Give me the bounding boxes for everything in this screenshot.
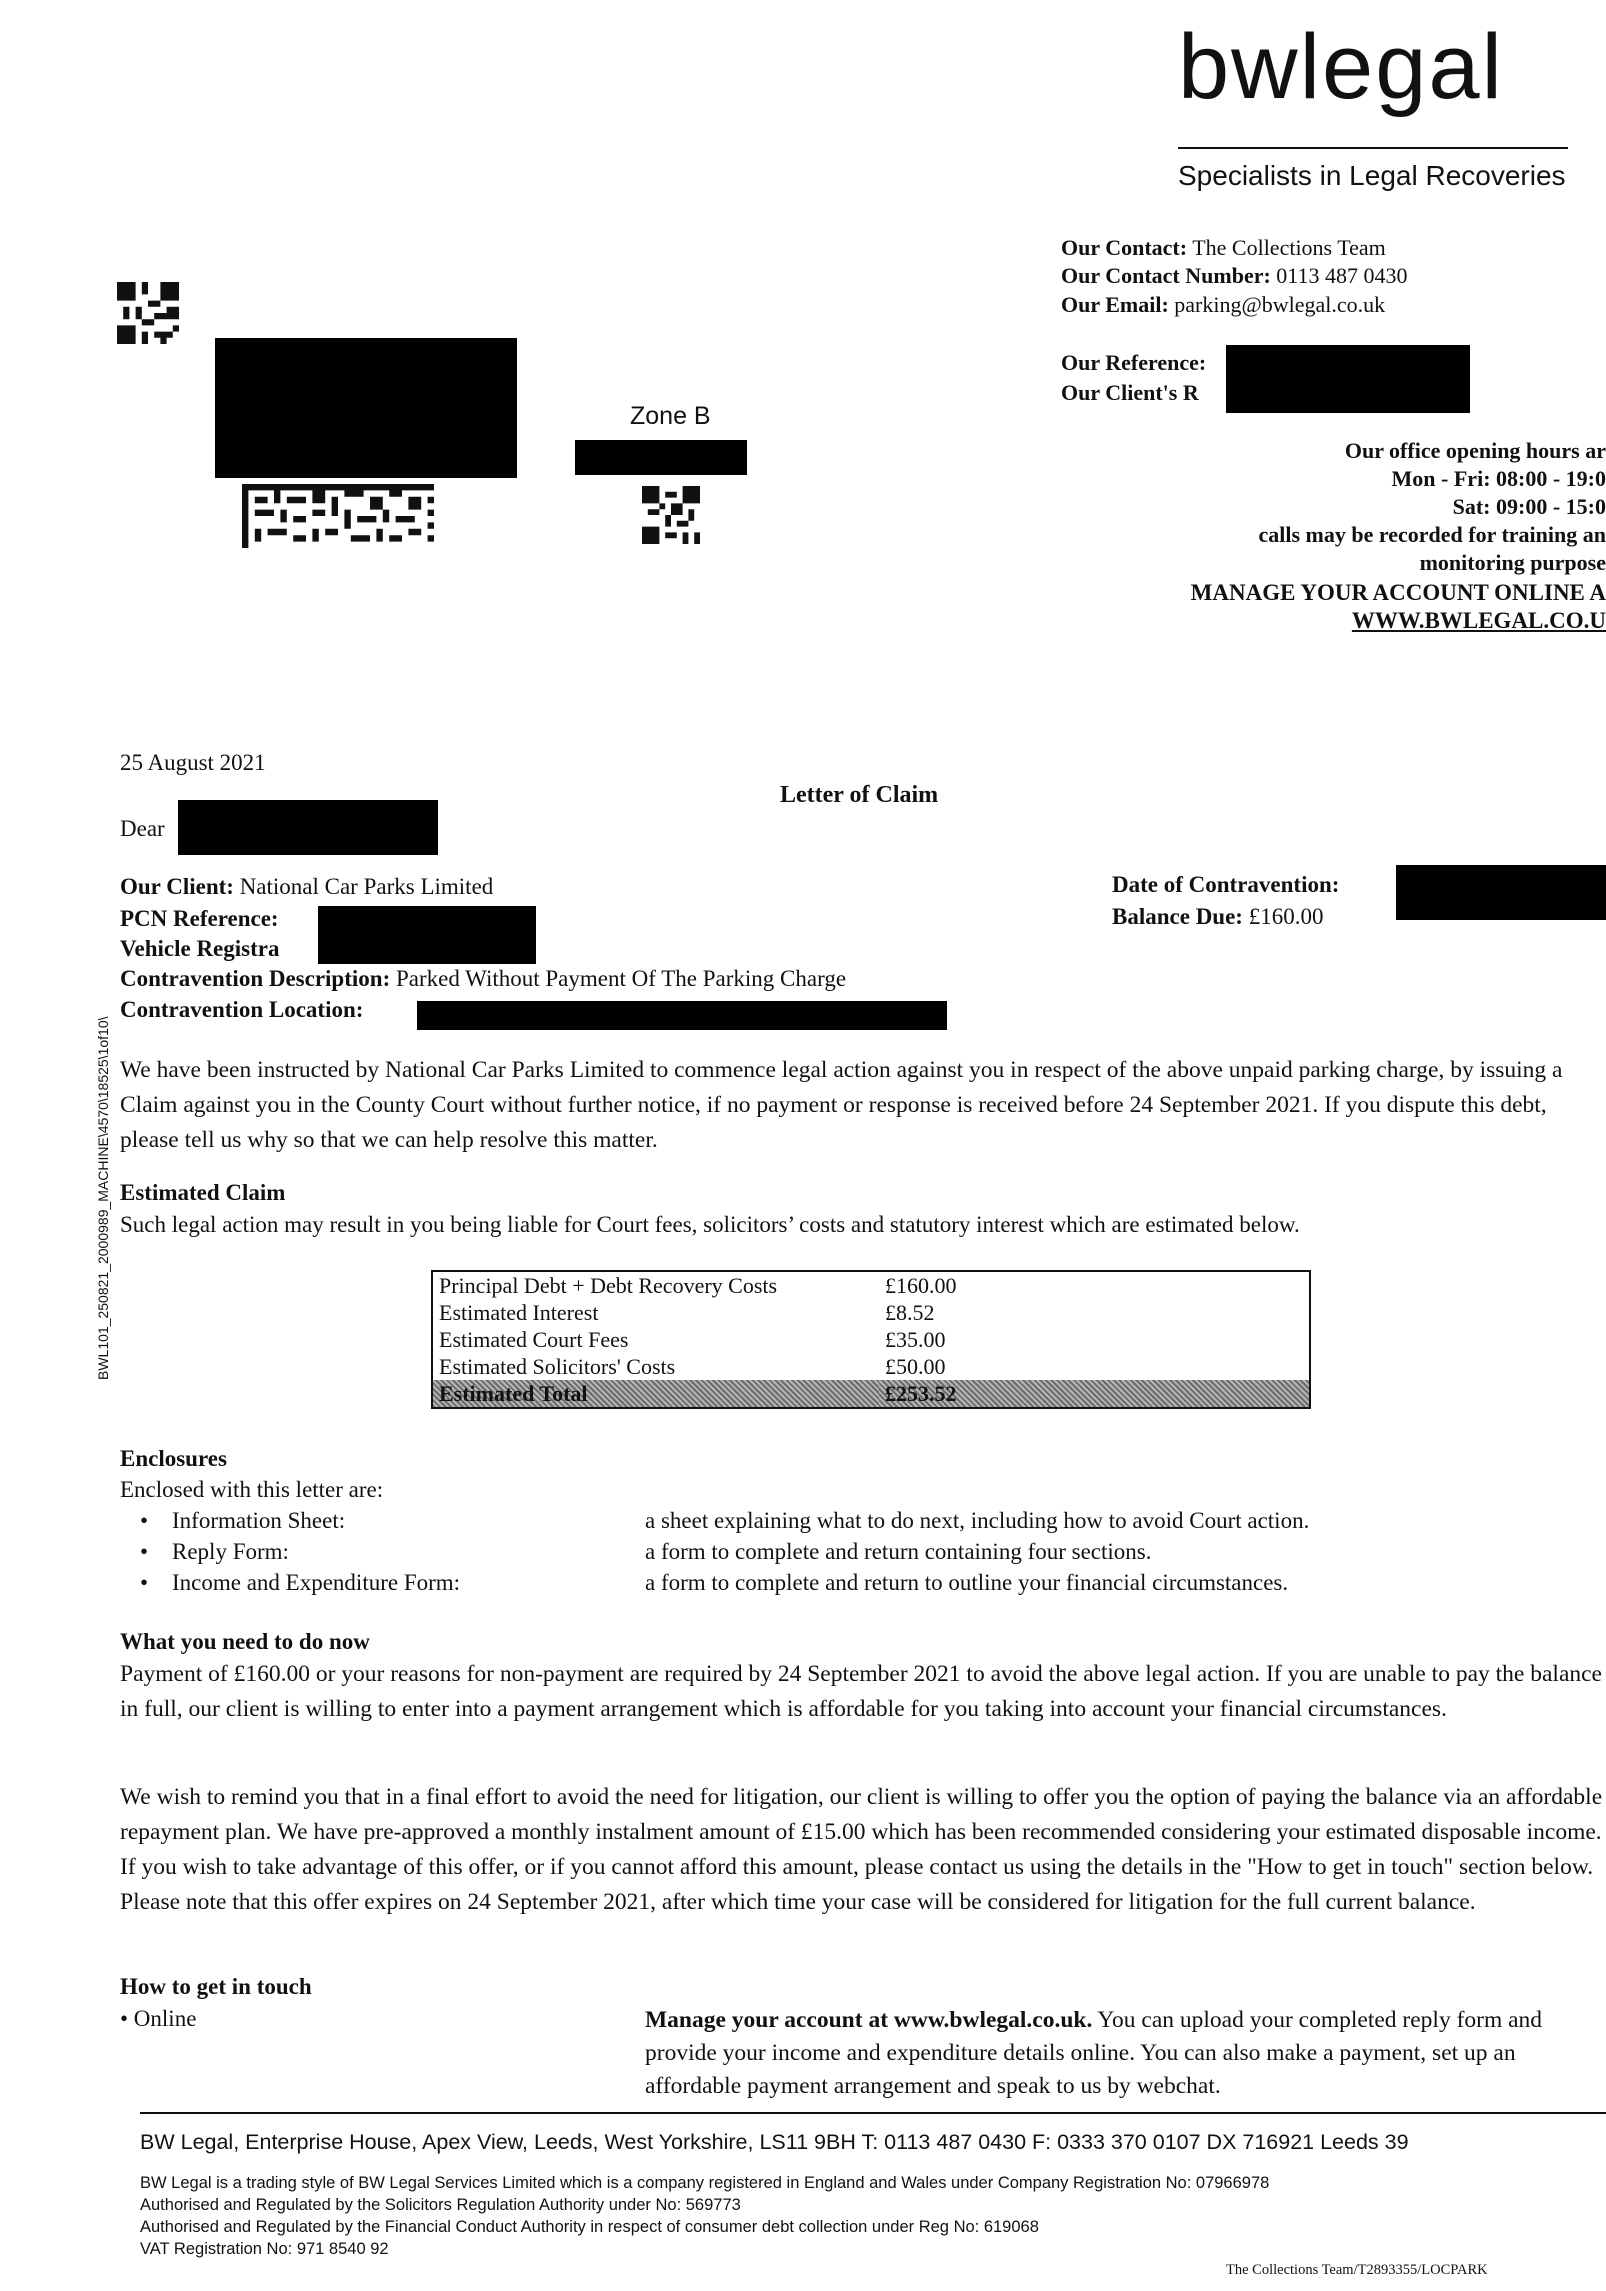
footer-legal-3: Authorised and Regulated by the Financial Conduct Authority in respect of consumer debt collection under Reg No: 619068 [140, 2218, 1039, 2236]
footer-address: BW Legal, Enterprise House, Apex View, Leeds, West Yorkshire, LS11 9BH T: 0113 487 0430 F: 0333 370 0107 DX 716921 Leeds 39 [140, 2130, 1409, 2154]
email-value[interactable]: parking@bwlegal.co.uk [1174, 292, 1386, 317]
enclosure-bullet: • [140, 1508, 149, 1533]
vehicle-registration-label: Vehicle Registra [120, 936, 280, 961]
description-label: Contravention Description: [120, 966, 391, 991]
balance-label: Balance Due: [1112, 904, 1243, 929]
contact-number-line [1061, 263, 1407, 289]
enclosures-heading: Enclosures [120, 1446, 227, 1471]
salutation: Dear [120, 816, 165, 841]
claim-row-label: Estimated Court Fees [439, 1327, 629, 1352]
online-description-bold[interactable]: Manage your account at www.bwlegal.co.uk. [645, 2007, 1093, 2033]
logo-divider [1178, 147, 1568, 149]
contact-number-value: 0113 487 0430 [1276, 263, 1408, 288]
opening-hours-saturday: Sat: 09:00 - 15:0 [1452, 494, 1606, 519]
redacted-pcn-and-vehicle [318, 906, 536, 964]
zone-label: Zone B [630, 402, 711, 430]
what-to-do-heading: What you need to do now [120, 1629, 370, 1654]
company-logo: bwlegal [1178, 16, 1504, 118]
online-description [645, 2004, 1606, 2103]
email-line [1061, 292, 1385, 318]
contact-value: The Collections Team [1192, 235, 1386, 260]
description-value: Parked Without Payment Of The Parking Charge [395, 966, 847, 991]
what-to-do-paragraph-2: We wish to remind you that in a final effort to avoid the need for litigation, our client is willing to offer you the option of paying the balance via an affordable repayment plan. We have pre-approved a monthly instalment amount of £15.00 which has been recommended considering your estimated disposable income. If you wish to take advantage of this offer, or if you cannot afford this amount, please contact us using the details in the "How to get in touch" section below. Please note that this offer expires on 24 September 2021, after which time your case will be considered for litigation for the full current balance. [120, 1784, 1603, 1915]
contact-number-label: Our Contact Number: [1061, 263, 1271, 288]
balance-value: £160.00 [1248, 904, 1324, 929]
document-side-code: BWL101_250821_2000989_MACHINE\4570\18525\1of10\ [95, 1016, 111, 1380]
monitoring-note: monitoring purpose [1419, 550, 1606, 575]
contact-line [1061, 235, 1386, 261]
email-label: Our Email: [1061, 292, 1169, 317]
estimated-claim-text: Such legal action may result in you being liable for Court fees, solicitors’ costs and statutory interest which are estimated below. [120, 1212, 1300, 1237]
description-line [120, 966, 846, 992]
claim-total-row [433, 1380, 1309, 1407]
claim-row [433, 1272, 1309, 1299]
claim-total-label: Estimated Total [433, 1380, 879, 1407]
footer-legal-1: BW Legal is a trading style of BW Legal Services Limited which is a company registered in England and Wales under Company Registration No: 07966978 [140, 2174, 1270, 2192]
claim-total-amount: £253.52 [879, 1380, 1309, 1407]
redacted-recipient-name [178, 800, 438, 855]
pcn-label: PCN Reference: [120, 906, 279, 931]
company-tagline: Specialists in Legal Recoveries [1178, 160, 1566, 191]
claim-row-label: Estimated Solicitors' Costs [439, 1354, 676, 1379]
client-value: National Car Parks Limited [239, 874, 494, 899]
redacted-contravention-date [1396, 865, 1606, 920]
footer-legal-4: VAT Registration No: 971 8540 92 [140, 2240, 389, 2258]
claim-row-amount: £35.00 [885, 1327, 946, 1352]
enclosure-desc: a form to complete and return containing four sections. [645, 1539, 1152, 1564]
client-label: Our Client: [120, 874, 234, 899]
manage-account-line: MANAGE YOUR ACCOUNT ONLINE A [1190, 580, 1606, 605]
contact-label: Our Contact: [1061, 235, 1188, 260]
enclosure-name: Information Sheet: [172, 1508, 346, 1533]
claim-row-amount: £160.00 [885, 1273, 957, 1298]
online-description-text: You can upload your completed reply form and provide your income and expenditure details online. You can also make a payment, set up an affordable payment arrangement and speak to us by webchat. [645, 2007, 1543, 2099]
datamatrix-code [240, 484, 436, 548]
qr-code-medium [642, 486, 700, 544]
enclosures-intro: Enclosed with this letter are: [120, 1477, 384, 1502]
claim-row [433, 1299, 1309, 1326]
estimated-claim-heading: Estimated Claim [120, 1180, 286, 1205]
footer-divider [140, 2112, 1606, 2114]
enclosure-desc: a sheet explaining what to do next, including how to avoid Court action. [645, 1508, 1310, 1533]
balance-line [1112, 904, 1323, 930]
enclosure-desc: a form to complete and return to outline your financial circumstances. [645, 1570, 1289, 1595]
redacted-location [417, 1001, 947, 1030]
letter-date: 25 August 2021 [120, 750, 266, 775]
redacted-zone-code [575, 440, 747, 475]
claim-row [433, 1326, 1309, 1353]
calls-recorded-note: calls may be recorded for training an [1258, 522, 1606, 547]
letter-title: Letter of Claim [780, 782, 939, 808]
qr-code-small [117, 282, 179, 344]
opening-hours-weekday: Mon - Fri: 08:00 - 19:0 [1391, 466, 1606, 491]
what-to-do-paragraph-1: Payment of £160.00 or your reasons for non-payment are required by 24 September 2021 to avoid the above legal action. If you are unable to pay the balance in full, our client is willing to enter into a payment arrangement which is affordable for you taking into account your financial circumstances. [120, 1661, 1602, 1722]
claim-table [431, 1270, 1311, 1409]
footer-legal-2: Authorised and Regulated by the Solicitors Regulation Authority under No: 569773 [140, 2196, 741, 2214]
claim-row-amount: £50.00 [885, 1354, 946, 1379]
opening-hours-heading: Our office opening hours ar [1344, 438, 1606, 463]
claim-row-label: Estimated Interest [439, 1300, 599, 1325]
redacted-recipient-address [215, 338, 517, 478]
intro-paragraph: We have been instructed by National Car Parks Limited to commence legal action against you in respect of the above unpaid parking charge, by issuing a Claim against you in the County Court without further notice, if no payment or response is received before 24 September 2021. If you dispute this debt, please tell us why so that we can help resolve this matter. [120, 1057, 1563, 1153]
claim-row-label: Principal Debt + Debt Recovery Costs [439, 1273, 778, 1298]
client-line [120, 874, 493, 900]
redacted-reference [1226, 345, 1470, 413]
website-link[interactable]: WWW.BWLEGAL.CO.U [1351, 608, 1606, 633]
enclosure-bullet: • [140, 1570, 149, 1595]
reference-label: Our Reference: [1061, 350, 1207, 375]
enclosure-name: Income and Expenditure Form: [172, 1570, 461, 1595]
enclosure-bullet: • [140, 1539, 149, 1564]
claim-row-amount: £8.52 [885, 1300, 935, 1325]
enclosure-name: Reply Form: [172, 1539, 289, 1564]
online-method: • Online [120, 2006, 197, 2031]
claim-row [433, 1353, 1309, 1380]
location-label: Contravention Location: [120, 997, 364, 1022]
client-reference-label: Our Client's R [1061, 380, 1199, 405]
get-in-touch-heading: How to get in touch [120, 1974, 312, 1999]
footer-reference-code: The Collections Team/T2893355/LOCPARK [1226, 2262, 1488, 2278]
contravention-date-label: Date of Contravention: [1112, 872, 1340, 897]
